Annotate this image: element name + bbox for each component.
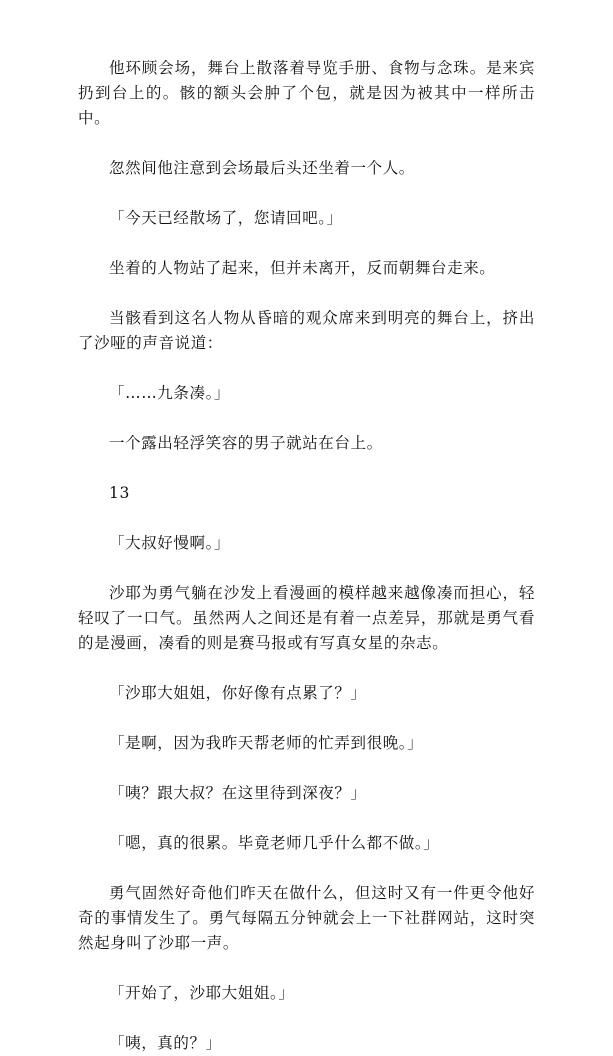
paragraph-6: 「……九条凑。」	[109, 384, 231, 402]
paragraph-2: 忽然间他注意到会场最后头还坐着一个人。	[109, 159, 415, 177]
paragraph-16: 「开始了，沙耶大姐姐。」	[109, 984, 295, 1002]
paragraph-14: 「嗯，真的很累。毕竟老师几乎什么都不做。」	[109, 834, 440, 852]
paragraph-4: 坐着的人物站了起来，但并未离开，反而朝舞台走来。	[109, 259, 496, 277]
paragraph-1: 他环顾会场，舞台上散落着导览手册、食物与念珠。是来宾扔到台上的。骸的额头会肿了个包，就是因为被其中一样所击中。	[78, 59, 535, 127]
paragraph-12: 「是啊，因为我昨天帮老师的忙弄到很晚。」	[109, 734, 424, 752]
paragraph-15: 勇气固然好奇他们昨天在做什么，但这时又有一件更令他好奇的事情发生了。勇气每隔五分钟就会上一下社群网站，这时突然起身叫了沙耶一声。	[78, 884, 535, 952]
paragraph-9: 「大叔好慢啊。」	[109, 534, 231, 552]
section-number: 13	[109, 484, 130, 502]
paragraph-10: 沙耶为勇气躺在沙发上看漫画的模样越来越像凑而担心，轻轻叹了一口气。虽然两人之间还是有着一点差异，那就是勇气看的是漫画，凑看的则是赛马报或有写真女星的杂志。	[78, 584, 535, 652]
paragraph-3: 「今天已经散场了，您请回吧。」	[109, 209, 343, 227]
paragraph-5: 当骸看到这名人物从昏暗的观众席来到明亮的舞台上，挤出了沙哑的声音说道：	[78, 309, 535, 352]
paragraph-11: 「沙耶大姐姐，你好像有点累了？」	[109, 684, 367, 702]
paragraph-17: 「咦，真的？」	[109, 1034, 222, 1052]
paragraph-13: 「咦？跟大叔？在这里待到深夜？」	[109, 784, 367, 802]
paragraph-7: 一个露出轻浮笑容的男子就站在台上。	[109, 434, 383, 452]
